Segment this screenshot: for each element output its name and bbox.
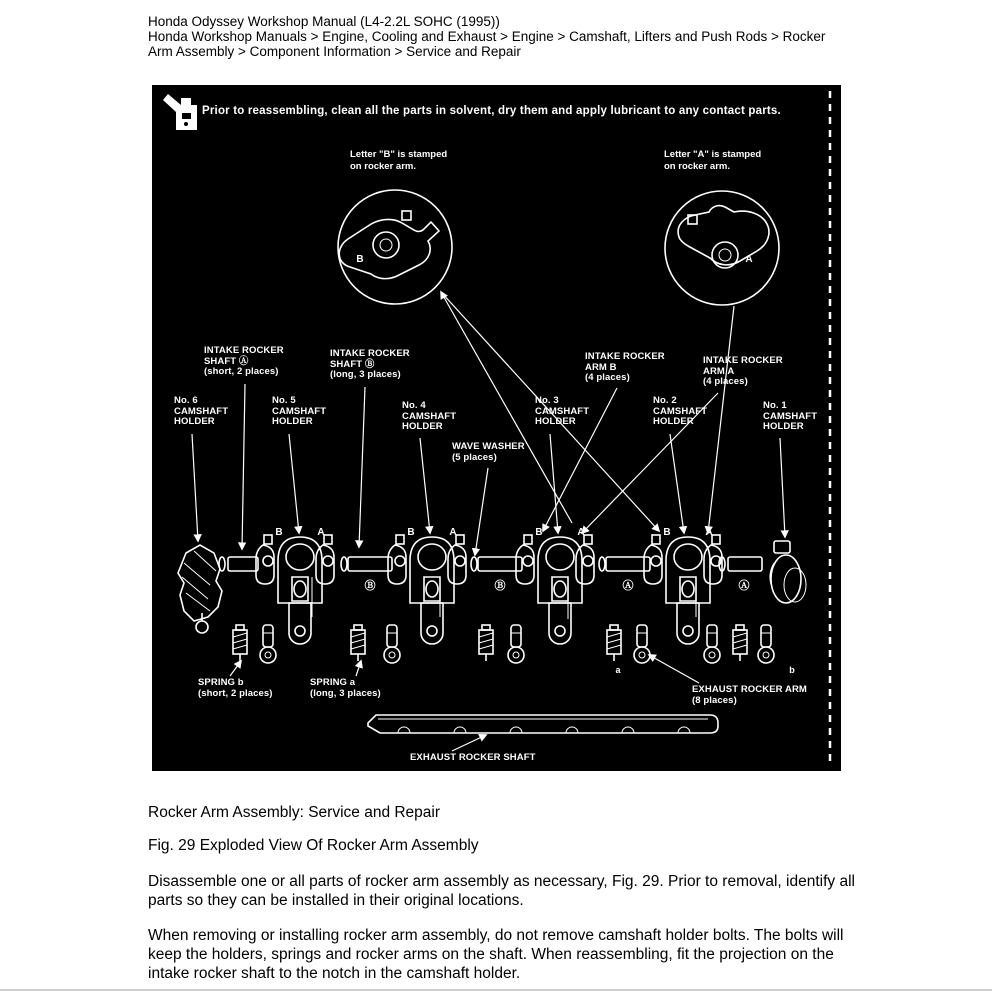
svg-text:Ⓐ: Ⓐ xyxy=(738,580,750,592)
label-camshaft-holder-5: No. 5 CAMSHAFT HOLDER xyxy=(272,395,327,427)
detail-circle-letter-a xyxy=(665,191,779,305)
svg-text:B: B xyxy=(663,527,671,538)
svg-text:A: A xyxy=(449,527,457,538)
paragraph-1: Disassemble one or all parts of rocker arm assembly as necessary, Fig. 29. Prior to removal, identify all parts so they can be installed in their original locations. xyxy=(148,873,855,909)
camshaft-holder-1-art xyxy=(770,541,806,603)
exhaust-rocker-shaft-art xyxy=(368,715,718,733)
intake-rocker-arms xyxy=(256,535,722,584)
label-camshaft-holder-3: No. 3 CAMSHAFT HOLDER xyxy=(535,395,590,427)
label-spring-a: SPRING a (long, 3 places) xyxy=(310,677,381,699)
page-bottom-divider xyxy=(0,989,992,991)
breadcrumb[interactable]: Honda Workshop Manuals > Engine, Cooling and Exhaust > Engine > Camshaft, Lifters and Push Rods > Rocker Arm Assembly > Component Information > Service and Repair xyxy=(148,29,826,59)
svg-text:Ⓑ: Ⓑ xyxy=(494,580,506,592)
label-exhaust-rocker-shaft: EXHAUST ROCKER SHAFT xyxy=(410,752,536,763)
label-camshaft-holder-2: No. 2 CAMSHAFT HOLDER xyxy=(653,395,708,427)
page-title: Honda Odyssey Workshop Manual (L4-2.2L SOHC (1995)) xyxy=(148,14,500,29)
label-wave-washer: WAVE WASHER (5 places) xyxy=(452,441,525,463)
label-intake-rocker-shaft-b: INTAKE ROCKER SHAFT Ⓑ (long, 3 places) xyxy=(330,348,410,380)
exploded-view-figure xyxy=(152,85,841,771)
spring-a-letter: a xyxy=(615,665,621,675)
paragraph-2: When removing or installing rocker arm assembly, do not remove camshaft holder bolts. The bolts will keep the holders, springs and rocker arms on the shaft. When reassembling, fit the projection on the intake rocker shaft to the notch in the camshaft holder. xyxy=(148,927,844,982)
figure-caption: Fig. 29 Exploded View Of Rocker Arm Assembly xyxy=(148,837,479,854)
label-intake-rocker-arm-b: INTAKE ROCKER ARM B (4 places) xyxy=(585,351,665,383)
camshaft-holder-6-art xyxy=(178,545,222,633)
svg-text:A: A xyxy=(577,527,585,538)
arm-letter-b: B xyxy=(275,527,283,538)
label-intake-rocker-shaft-a: INTAKE ROCKER SHAFT Ⓐ (short, 2 places) xyxy=(204,345,284,377)
shaft-letter-b-circled: Ⓑ xyxy=(364,580,376,592)
label-spring-b: SPRING b (short, 2 places) xyxy=(198,677,273,699)
svg-text:A: A xyxy=(745,254,753,265)
label-camshaft-holder-1: No. 1 CAMSHAFT HOLDER xyxy=(763,400,818,432)
diagram-line-art xyxy=(152,85,841,771)
svg-text:B: B xyxy=(407,527,415,538)
page-header xyxy=(148,14,848,59)
label-camshaft-holder-6: No. 6 CAMSHAFT HOLDER xyxy=(174,395,229,427)
callout-caption-right: Letter "A" is stamped on rocker arm. xyxy=(664,149,762,172)
label-exhaust-rocker-arm: EXHAUST ROCKER ARM (8 places) xyxy=(692,684,807,706)
label-camshaft-holder-4: No. 4 CAMSHAFT HOLDER xyxy=(402,400,457,432)
svg-text:A: A xyxy=(705,527,713,538)
lubricant-icon xyxy=(163,94,197,130)
spring-b-letter: b xyxy=(789,665,795,675)
callout-caption-left: Letter "B" is stamped on rocker arm. xyxy=(350,149,448,172)
shaft-letter-a-circled: Ⓐ xyxy=(622,580,634,592)
svg-text:B: B xyxy=(356,254,364,265)
arm-letter-a: A xyxy=(317,527,325,538)
svg-text:B: B xyxy=(535,527,543,538)
section-heading: Rocker Arm Assembly: Service and Repair xyxy=(148,804,441,821)
figure-note: Prior to reassembling, clean all the parts in solvent, dry them and apply lubricant to any contact parts. xyxy=(202,105,781,117)
label-intake-rocker-arm-a: INTAKE ROCKER ARM A (4 places) xyxy=(703,355,783,387)
